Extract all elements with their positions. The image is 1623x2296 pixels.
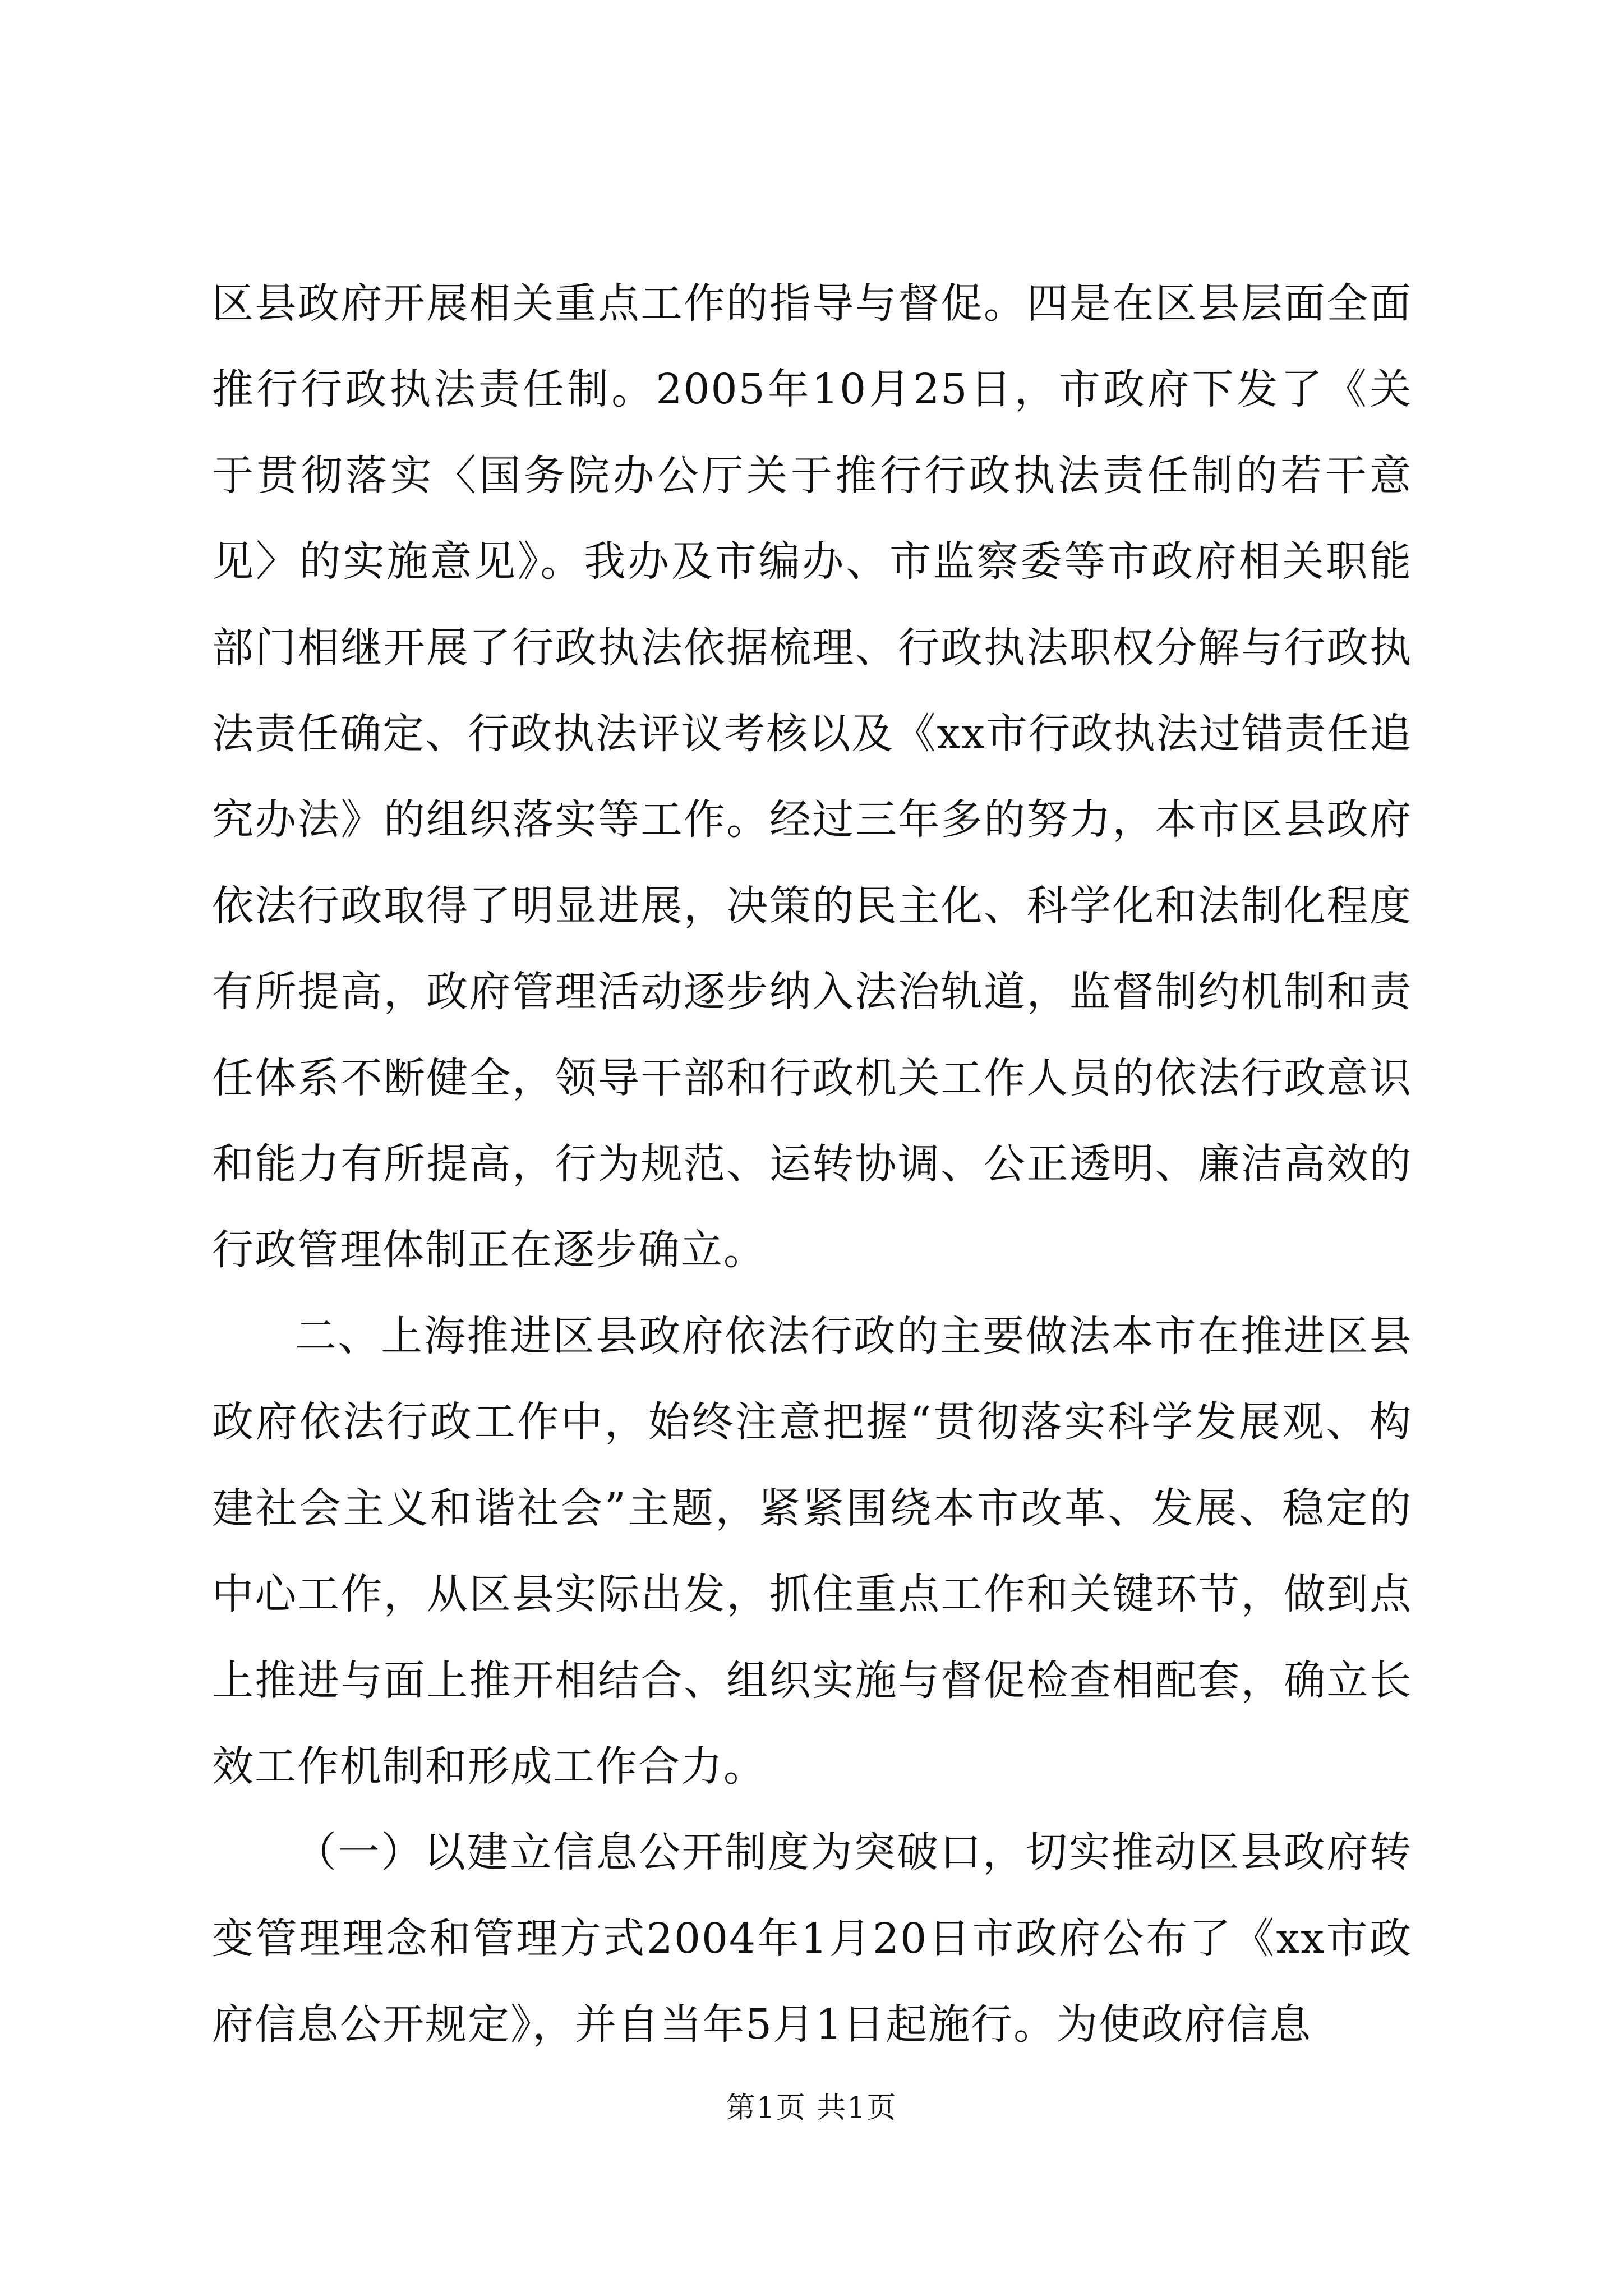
paragraph-2: 二、上海推进区县政府依法行政的主要做法本市在推进区县政府依法行政工作中，始终注意把握“贯彻落实科学发展观、构建社会主义和谐社会”主题，紧紧围绕本市改革、发展、稳定的中心工作，从区县实际出发，抓住重点工作和关键环节，做到点上推进与面上推开相结合、组织实施与督促检查相配套，确立长效工作机制和形成工作合力。 — [212, 1312, 1412, 1791]
document-body — [212, 261, 1412, 2068]
paragraph-1: 区县政府开展相关重点工作的指导与督促。四是在区县层面全面推行行政执法责任制。2005年10月25日，市政府下发了《关于贯彻落实〈国务院办公厅关于推行行政执法责任制的若干意见〉的实施意见》。我办及市编办、市监察委等市政府相关职能部门相继开展了行政执法依据梳理、行政执法职权分解与行政执法责任确定、行政执法评议考核以及《xx市行政执法过错责任追究办法》的组织落实等工作。经过三年多的努力，本市区县政府依法行政取得了明显进展，决策的民主化、科学化和法制化程度有所提高，政府管理活动逐步纳入法治轨道，监督制约机制和责任体系不断健全，领导干部和行政机关工作人员的依法行政意识和能力有所提高，行为规范、运转协调、公正透明、廉洁高效的行政管理体制正在逐步确立。 — [212, 279, 1412, 1274]
paragraph-3: （一）以建立信息公开制度为突破口，切实推动区县政府转变管理理念和管理方式2004年1月20日市政府公布了《xx市政府信息公开规定》，并自当年5月1日起施行。为使政府信息 — [212, 1828, 1412, 2049]
page-footer: 第1页 共1页 — [726, 2091, 897, 2125]
